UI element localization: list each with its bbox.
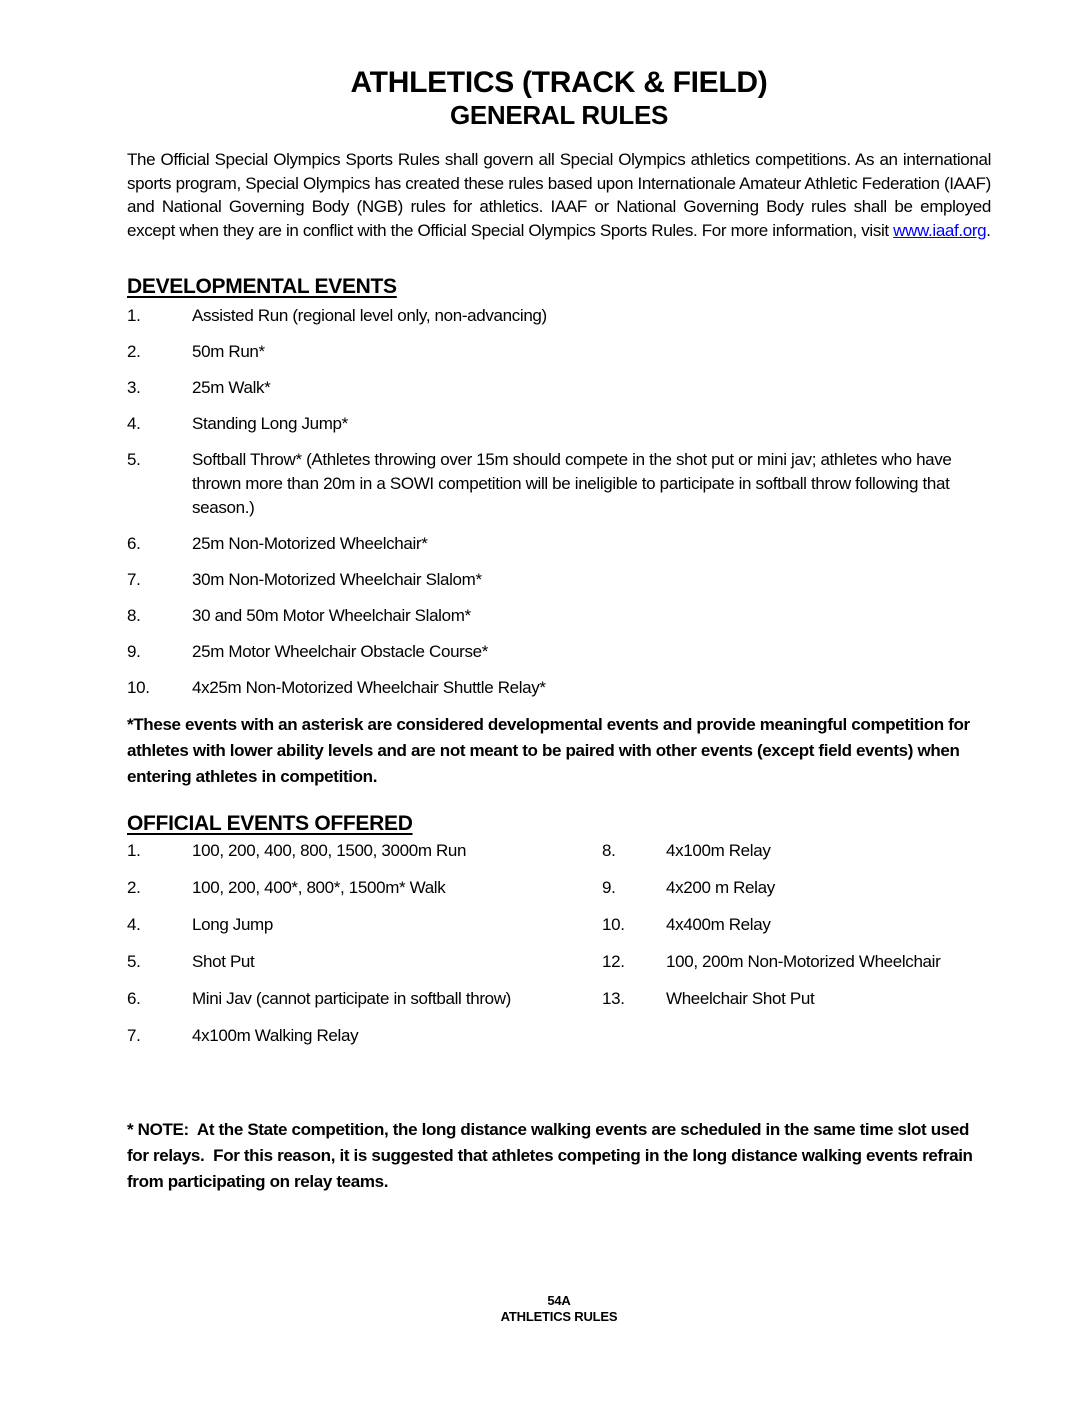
item-number: 2.: [127, 878, 141, 897]
list-item: [127, 987, 602, 1011]
official-events-right-column: [602, 839, 991, 1061]
page-footer: [127, 1293, 991, 1325]
item-number: 8.: [602, 841, 616, 860]
title-block: [127, 64, 991, 129]
item-number: 7.: [127, 1026, 141, 1045]
item-number: 6.: [127, 534, 141, 553]
item-number: 4.: [127, 414, 141, 433]
item-text: 50m Run*: [192, 342, 265, 361]
list-item: [602, 839, 991, 863]
page-title: ATHLETICS (TRACK & FIELD): [350, 66, 768, 99]
item-text: 4x200 m Relay: [666, 878, 775, 897]
item-text: 4x100m Relay: [666, 841, 771, 860]
list-item: [127, 1024, 602, 1048]
item-number: 8.: [127, 606, 141, 625]
item-text: Assisted Run (regional level only, non-advancing): [192, 306, 547, 325]
list-item: [602, 913, 991, 937]
list-item: [127, 640, 991, 664]
list-item: [127, 676, 991, 700]
list-item: [127, 913, 602, 937]
item-text: 4x400m Relay: [666, 915, 771, 934]
item-number: 9.: [602, 878, 616, 897]
item-number: 2.: [127, 342, 141, 361]
item-text: Long Jump: [192, 915, 273, 934]
state-competition-note: * NOTE: At the State competition, the long distance walking events are scheduled in the same time slot used for relays. For this reason, it is suggested that athletes competing in the long distance walking events refrain from participating on relay teams.: [127, 1120, 977, 1191]
list-item: [602, 876, 991, 900]
item-number: 5.: [127, 450, 141, 469]
list-item: [127, 340, 991, 364]
iaaf-link[interactable]: www.iaaf.org: [893, 220, 987, 240]
item-number: 5.: [127, 952, 141, 971]
list-item: [602, 987, 991, 1011]
item-number: 9.: [127, 642, 141, 661]
item-number: 4.: [127, 915, 141, 934]
item-number: 12.: [602, 952, 625, 971]
item-text: 25m Walk*: [192, 378, 271, 397]
developmental-events-heading: DEVELOPMENTAL EVENTS: [127, 275, 397, 298]
intro-paragraph: [127, 148, 991, 242]
official-events-list: [127, 839, 991, 1061]
item-text: 4x100m Walking Relay: [192, 1026, 359, 1045]
item-number: 10.: [602, 915, 625, 934]
official-events-heading: OFFICIAL EVENTS OFFERED: [127, 812, 413, 835]
item-text: 30m Non-Motorized Wheelchair Slalom*: [192, 570, 482, 589]
list-item: [127, 568, 991, 592]
list-item: [127, 412, 991, 436]
item-text: 25m Motor Wheelchair Obstacle Course*: [192, 642, 489, 661]
item-text: 100, 200, 400, 800, 1500, 3000m Run: [192, 841, 467, 860]
item-number: 3.: [127, 378, 141, 397]
list-item: [127, 448, 991, 520]
item-text: Shot Put: [192, 952, 255, 971]
page-content: [127, 64, 991, 1195]
item-number: 6.: [127, 989, 141, 1008]
list-item: [602, 950, 991, 974]
item-text: Mini Jav (cannot participate in softball throw): [192, 989, 511, 1008]
list-item: [127, 839, 602, 863]
official-events-left-column: [127, 839, 602, 1061]
list-item: [127, 950, 602, 974]
intro-text-before-link: The Official Special Olympics Sports Rules shall govern all Special Olympics athletics competitions. As an international sports program, Special Olympics has created these rules based upon Internationale Amateur Athletic Federation (IAAF) and National Governing Body (NGB) rules for athletics. IAAF or National Governing Body rules shall be employed except when they are in conflict with the Official Special Olympics Sports Rules. For more information, visit: [127, 150, 991, 240]
item-text: 100, 200, 400*, 800*, 1500m* Walk: [192, 878, 446, 897]
item-text: 4x25m Non-Motorized Wheelchair Shuttle Relay*: [192, 678, 546, 697]
item-text: Softball Throw* (Athletes throwing over 15m should compete in the shot put or mini jav; athletes who have thrown more than 20m in a SOWI competition will be ineligible to participate in softball throw following that season.): [192, 450, 952, 517]
item-number: 10.: [127, 678, 150, 697]
list-item: [127, 604, 991, 628]
footer-label: ATHLETICS RULES: [500, 1309, 618, 1324]
item-text: 25m Non-Motorized Wheelchair*: [192, 534, 428, 553]
item-text: 100, 200m Non-Motorized Wheelchair: [666, 952, 941, 971]
footer-page-number: 54A: [547, 1293, 571, 1308]
item-text: Wheelchair Shot Put: [666, 989, 815, 1008]
list-item: [127, 304, 991, 328]
item-number: 1.: [127, 841, 141, 860]
developmental-note: *These events with an asterisk are considered developmental events and provide meaningful competition for athletes with lower ability levels and are not meant to be paired with other events (except field events) when entering athletes in competition.: [127, 715, 975, 786]
intro-text-after-link: .: [986, 220, 991, 240]
list-item: [127, 876, 602, 900]
list-item: [127, 376, 991, 400]
item-number: 1.: [127, 306, 141, 325]
developmental-events-list: [127, 304, 991, 700]
list-item: [127, 532, 991, 556]
item-number: 13.: [602, 989, 625, 1008]
item-number: 7.: [127, 570, 141, 589]
page-subtitle: GENERAL RULES: [449, 100, 669, 130]
item-text: Standing Long Jump*: [192, 414, 348, 433]
item-text: 30 and 50m Motor Wheelchair Slalom*: [192, 606, 471, 625]
